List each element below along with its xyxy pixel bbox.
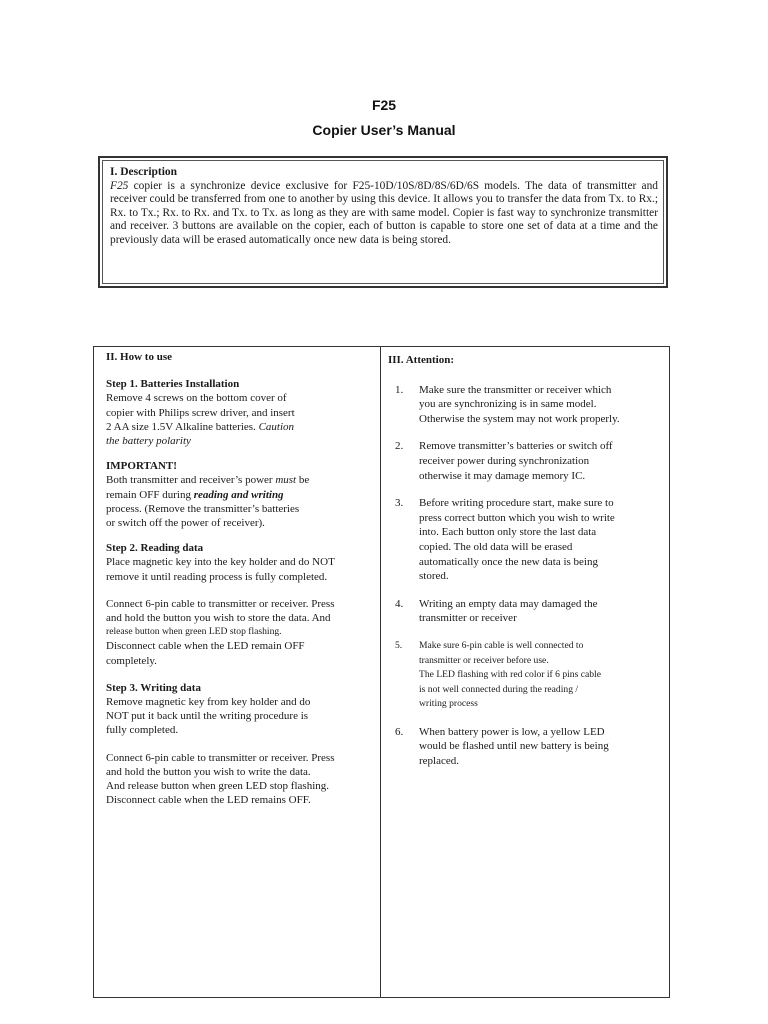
- how-to-use-heading: II. How to use: [106, 351, 173, 363]
- item-line: The LED flashing with red color if 6 pins cable: [419, 669, 601, 681]
- item-line: is not well connected during the reading /: [419, 683, 579, 695]
- item-line: you are synchronizing is in same model.: [419, 398, 597, 411]
- step3-line: Remove magnetic key from key holder and do: [106, 696, 311, 709]
- item-line: Make sure the transmitter or receiver which: [419, 383, 612, 396]
- step2-line: Place magnetic key into the key holder and do NOT: [106, 556, 335, 569]
- step2-line: remove it until reading process is fully completed.: [106, 570, 328, 583]
- item-line: replaced.: [419, 755, 459, 768]
- step1-heading: Step 1. Batteries Installation: [106, 378, 240, 391]
- item-line: Make sure 6-pin cable is well connected to: [419, 639, 584, 651]
- attention-item: [388, 496, 666, 584]
- step1-line: [106, 420, 374, 434]
- step3-line: Connect 6-pin cable to transmitter or receiver. Press: [106, 751, 335, 764]
- description-content: [110, 166, 658, 248]
- description-text: [110, 180, 658, 248]
- item-number: 2.: [395, 440, 404, 453]
- item-line: automatically once the new data is being: [419, 555, 598, 568]
- item-line: press correct button which you wish to write: [419, 511, 615, 524]
- attention-item: [388, 639, 666, 712]
- item-number: 3.: [395, 497, 404, 510]
- important-must: must: [275, 474, 297, 487]
- step3-heading: Step 3. Writing data: [106, 681, 201, 694]
- item-line: transmitter or receiver before use.: [419, 654, 549, 666]
- item-line: stored.: [419, 570, 449, 583]
- item-line: receiver power during synchronization: [419, 454, 590, 467]
- important-emphasis: reading and writing: [193, 488, 284, 501]
- description-lead: F25: [110, 179, 129, 192]
- important-line: [106, 488, 374, 502]
- item-line: Before writing procedure start, make sure to: [419, 497, 614, 510]
- step3-line: And release button when green LED stop flashing.: [106, 780, 329, 793]
- manual-title: Copier User’s Manual: [312, 122, 456, 138]
- important-line: process. (Remove the transmitter’s batteries: [106, 502, 300, 515]
- item-line: copied. The old data will be erased: [419, 540, 573, 553]
- step1-line: copier with Philips screw driver, and insert: [106, 406, 295, 419]
- step2-line: completely.: [106, 654, 157, 667]
- how-to-use-column: [106, 350, 374, 807]
- important-line: [106, 473, 374, 487]
- item-line: otherwise it may damage memory IC.: [419, 469, 586, 482]
- attention-item: [388, 725, 666, 769]
- step3-line: NOT put it back until the writing procedure is: [106, 710, 309, 723]
- step1-line: the battery polarity: [106, 435, 191, 448]
- important-text: remain OFF during: [106, 488, 194, 501]
- step3-line: Disconnect cable when the LED remains OFF.: [106, 794, 311, 807]
- item-line: Remove transmitter’s batteries or switch off: [419, 440, 613, 453]
- step2-heading: Step 2. Reading data: [106, 542, 204, 555]
- important-heading: IMPORTANT!: [106, 460, 177, 473]
- step2-line: Connect 6-pin cable to transmitter or receiver. Press: [106, 597, 335, 610]
- item-line: Otherwise the system may not work properly.: [419, 412, 620, 425]
- item-line: into. Each button only store the last data: [419, 526, 597, 539]
- item-line: would be flashed until new battery is being: [419, 740, 609, 753]
- description-heading: I. Description: [110, 166, 178, 178]
- model-title: F25: [371, 97, 397, 113]
- step2-line: and hold the button you wish to store the data. And: [106, 612, 331, 625]
- step1-caution: Caution: [258, 420, 295, 433]
- step1-line: Remove 4 screws on the bottom cover of: [106, 392, 287, 405]
- step2-line: Disconnect cable when the LED remain OFF: [106, 640, 305, 653]
- important-text: Both transmitter and receiver’s power: [106, 474, 276, 487]
- attention-column: [388, 353, 666, 769]
- item-line: When battery power is low, a yellow LED: [419, 725, 605, 738]
- item-number: 1.: [395, 383, 404, 396]
- attention-item: [388, 597, 666, 626]
- step2-line: release button when green LED stop flashing.: [106, 626, 282, 638]
- item-line: transmitter or receiver: [419, 612, 517, 625]
- description-box: [98, 156, 668, 288]
- description-body: copier is a synchronize device exclusive for F25-10D/10S/8D/8S/6D/6S models. The data of transmitter and receiver could be transferred from one to another by using this device. It allows you to transfer the data from Tx. to Rx.; Rx. to Tx.; Rx. to Rx. and Tx. to Tx. as long as they are with same model. Copier is fast way to synchronize transmitter and receiver. 3 buttons are available on the copier, each of button is capable to store one set of data at a time and the previously data will be erased automatically once new data is being stored.: [110, 179, 658, 246]
- step3-line: and hold the button you wish to write the data.: [106, 765, 311, 778]
- column-divider: [380, 346, 381, 998]
- attention-heading: III. Attention:: [388, 354, 455, 366]
- step1-text: 2 AA size 1.5V Alkaline batteries.: [106, 420, 259, 433]
- item-number: 6.: [395, 725, 404, 738]
- important-text: be: [296, 474, 310, 487]
- item-number: 4.: [395, 597, 404, 610]
- item-number: 5.: [395, 639, 403, 651]
- item-line: Writing an empty data may damaged the: [419, 597, 598, 610]
- step3-line: fully completed.: [106, 724, 179, 737]
- item-line: writing process: [419, 698, 478, 710]
- attention-item: [388, 383, 666, 427]
- important-line: or switch off the power of receiver).: [106, 517, 265, 530]
- attention-item: [388, 439, 666, 483]
